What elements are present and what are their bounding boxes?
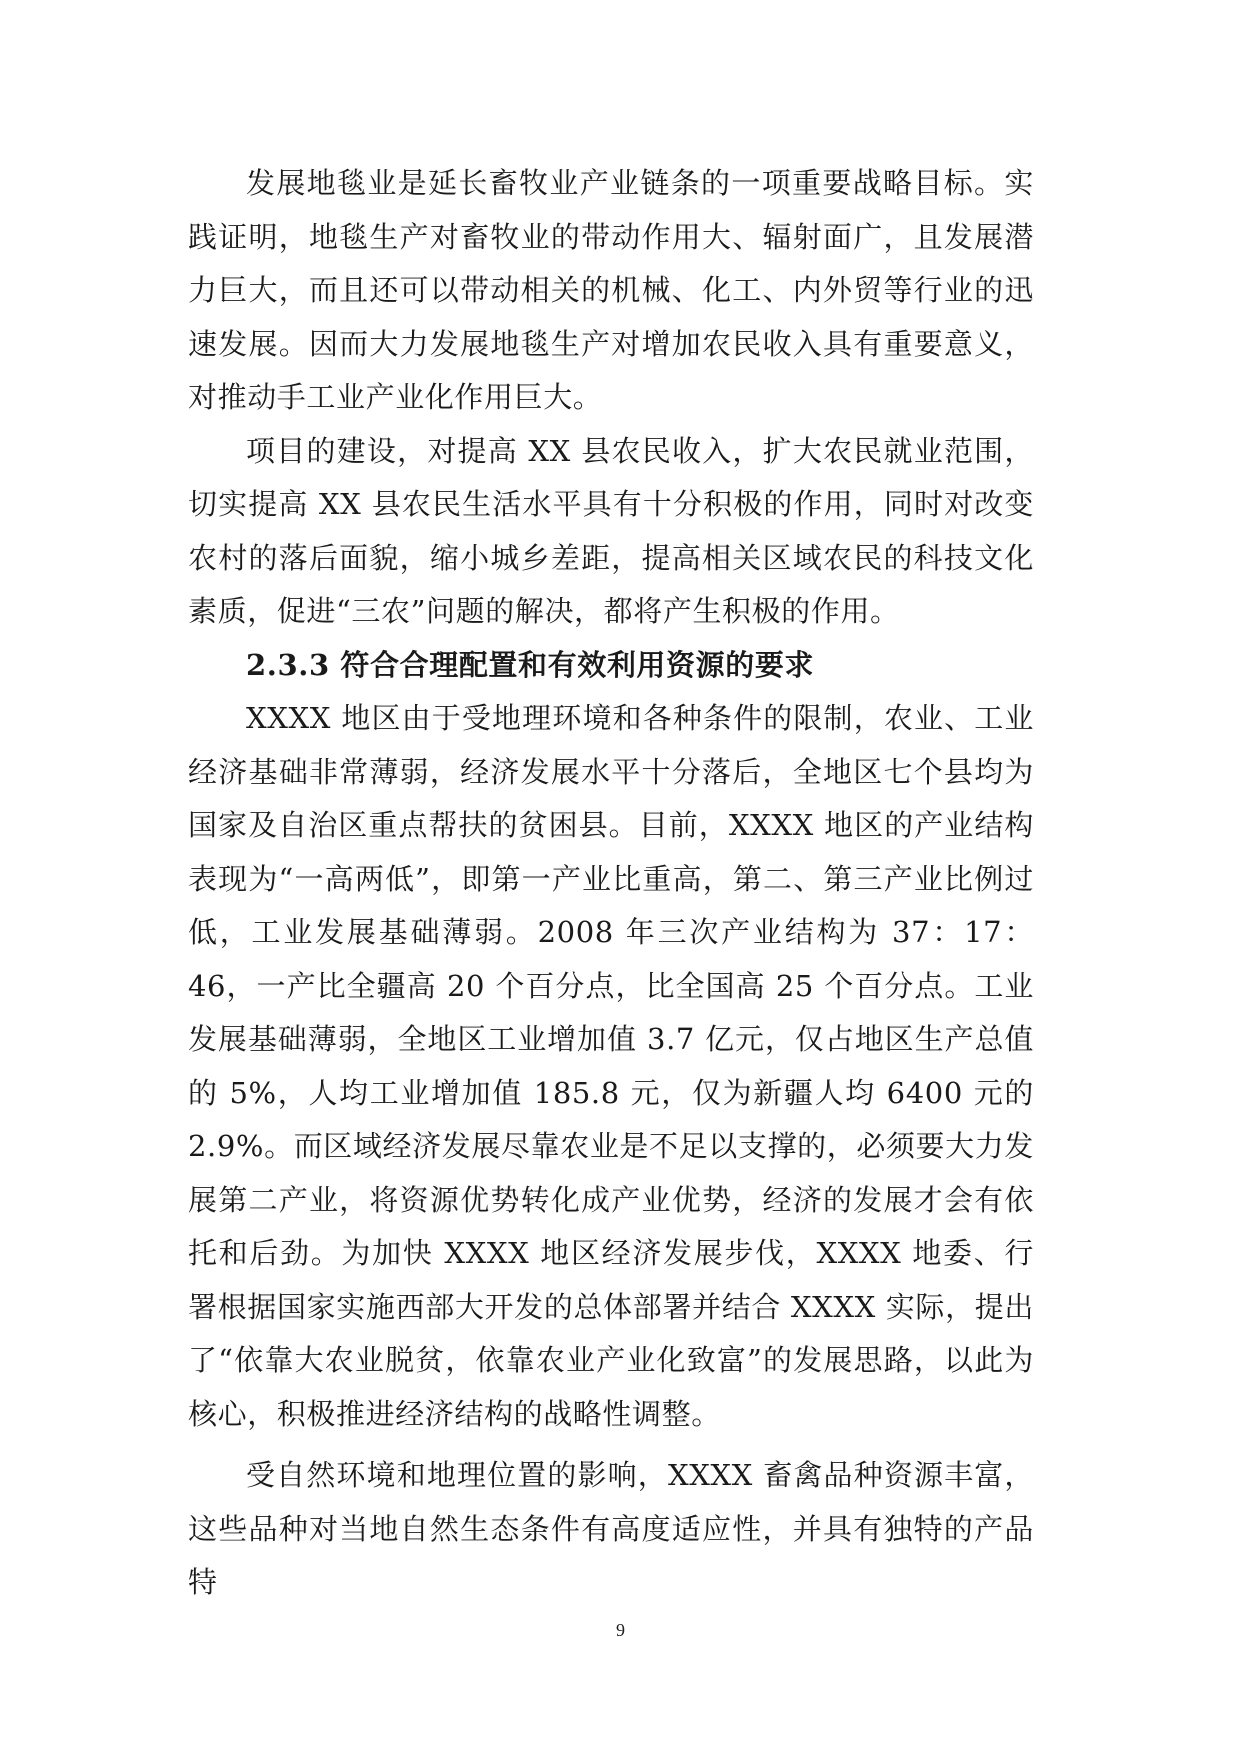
paragraph-project-construction: 项目的建设，对提高 XX 县农民收入，扩大农民就业范围，切实提高 XX 县农民生活水平具有十分积极的作用，同时对改变农村的落后面貌，缩小城乡差距，提高相关区域农民的科技文化素质，促进“三农”问题的解决，都将产生积极的作用。 <box>188 433 1034 628</box>
paragraph-livestock-resources: 受自然环境和地理位置的影响，XXXX 畜禽品种资源丰富，这些品种对当地自然生态条件有高度适应性，并具有独特的产品特 <box>188 1458 1034 1599</box>
paragraph-carpet-industry: 发展地毯业是延长畜牧业产业链条的一项重要战略目标。实践证明，地毯生产对畜牧业的带动作用大、辐射面广，且发展潜力巨大，而且还可以带动相关的机械、化工、内外贸等行业的迅速发展。因而大力发展地毯生产对增加农民收入具有重要意义，对推动手工业产业化作用巨大。 <box>188 166 1034 414</box>
page-number: 9 <box>616 1620 625 1640</box>
paragraph-regional-economy: XXXX 地区由于受地理环境和各种条件的限制，农业、工业经济基础非常薄弱，经济发展水平十分落后，全地区七个县均为国家及自治区重点帮扶的贫困县。目前，XXXX 地区的产业结构表现为“一高两低”，即第一产业比重高，第二、第三产业比例过低，工业发展基础薄弱。2008 年三次产业结构为 37：17：46，一产比全疆高 20 个百分点，比全国高 25 个百分点。工业发展基础薄弱，全地区工业增加值 3.7 亿元，仅占地区生产总值的 5%，人均工业增加值 185.8 元，仅为新疆人均 6400 元的 2.9%。而区域经济发展尽靠农业是不足以支撑的，必须要大力发展第二产业，将资源优势转化成产业优势，经济的发展才会有依托和后劲。为加快 XXXX 地区经济发展步伐，XXXX 地委、行署根据国家实施西部大开发的总体部署并结合 XXXX 实际，提出了“依靠大农业脱贫，依靠农业产业化致富”的发展思路，以此为核心，积极推进经济结构的战略性调整。 <box>188 701 1034 1431</box>
section-heading-2-3-3: 2.3.3 符合合理配置和有效利用资源的要求 <box>246 647 815 682</box>
page-body <box>188 157 1034 1610</box>
